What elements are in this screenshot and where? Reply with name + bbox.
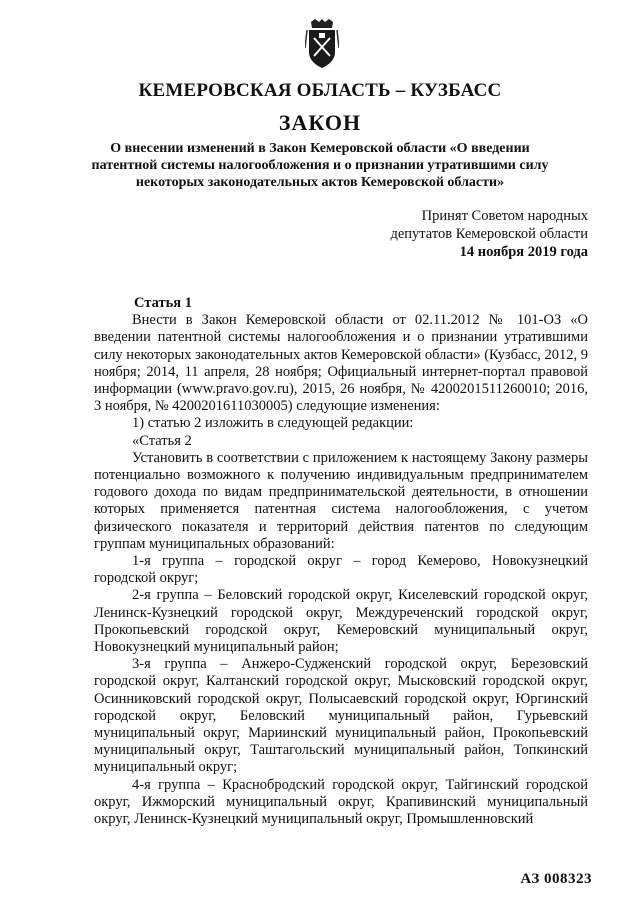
group-3: 3-я группа – Анжеро-Судженский городской округ, Березовский городской округ, Калтанский городской округ, Мысковский городской округ, Осинниковский городской округ, Полысаевский городской округ, Юргинский городской округ, Беловский муниципальный район, Гурьевский муниципальный округ, Мариинский муниципальный район, Прокопьевский муниципальный округ, Таштагольский муниципальный район, Топкинский муниципальный округ; bbox=[94, 656, 588, 776]
serial-number: АЗ 008323 bbox=[520, 871, 592, 887]
adoption-line-2: депутатов Кемеровской области bbox=[390, 226, 588, 242]
adoption-block bbox=[390, 207, 588, 261]
region-title: КЕМЕРОВСКАЯ ОБЛАСТЬ – КУЗБАСС bbox=[138, 80, 502, 101]
article-heading: Статья 1 bbox=[134, 295, 192, 311]
adoption-line-1: Принят Советом народных bbox=[421, 208, 588, 224]
group-1: 1-я группа – городской округ – город Кемерово, Новокузнецкий городской округ; bbox=[94, 553, 588, 587]
law-subtitle: О внесении изменений в Закон Кемеровской области «О введении патентной системы налогообложения и о признании утратившими силу некоторых законодательных актов Кемеровской области» bbox=[91, 141, 549, 190]
group-2: 2-я группа – Беловский городской округ, Киселевский городской округ, Ленинск-Кузнецкий городской округ, Междуреченский городской округ, Прокопьевский городской округ, Кемеровский муниципальный округ, Новокузнецкий муниципальный район; bbox=[94, 587, 588, 656]
quoted-article-heading: «Статья 2 bbox=[132, 432, 192, 449]
quoted-article-text: Установить в соответствии с приложением к настоящему Закону размеры потенциально возможного к получению индивидуальным предпринимателем годового дохода по видам предпринимательской деятельности, в отношении которых применяется патентная система налогообложения, с учетом физического показателя и территорий действия патентов по следующим группам муниципальных образований: bbox=[94, 449, 588, 552]
coat-of-arms-icon bbox=[305, 18, 339, 70]
law-title: ЗАКОН bbox=[278, 110, 362, 135]
article-intro: Внести в Закон Кемеровской области от 02.11.2012 № 101-ОЗ «О введении патентной системы налогообложения и о признании утратившими силу некоторых законодательных актов Кемеровской области» (Кузбасс, 2012, 9 ноября; 2014, 11 апреля, 28 ноября; Официальный интернет-портал правовой информации (www.pravo.gov.ru), 2015, 26 ноября, № 4200201511260010; 2016, 3 ноября, № 4200201611030005) следующие изменения: bbox=[94, 312, 589, 415]
adoption-date: 14 ноября 2019 года bbox=[459, 244, 588, 260]
group-4: 4-я группа – Краснобродский городской округ, Тайгинский городской округ, Ижморский муниципальный округ, Крапивинский муниципальный округ, Ленинск-Кузнецкий муниципальный округ, Промышленновский bbox=[94, 776, 588, 828]
amendment-item-1: 1) статью 2 изложить в следующей редакции: bbox=[132, 415, 414, 432]
article-body bbox=[94, 295, 588, 828]
